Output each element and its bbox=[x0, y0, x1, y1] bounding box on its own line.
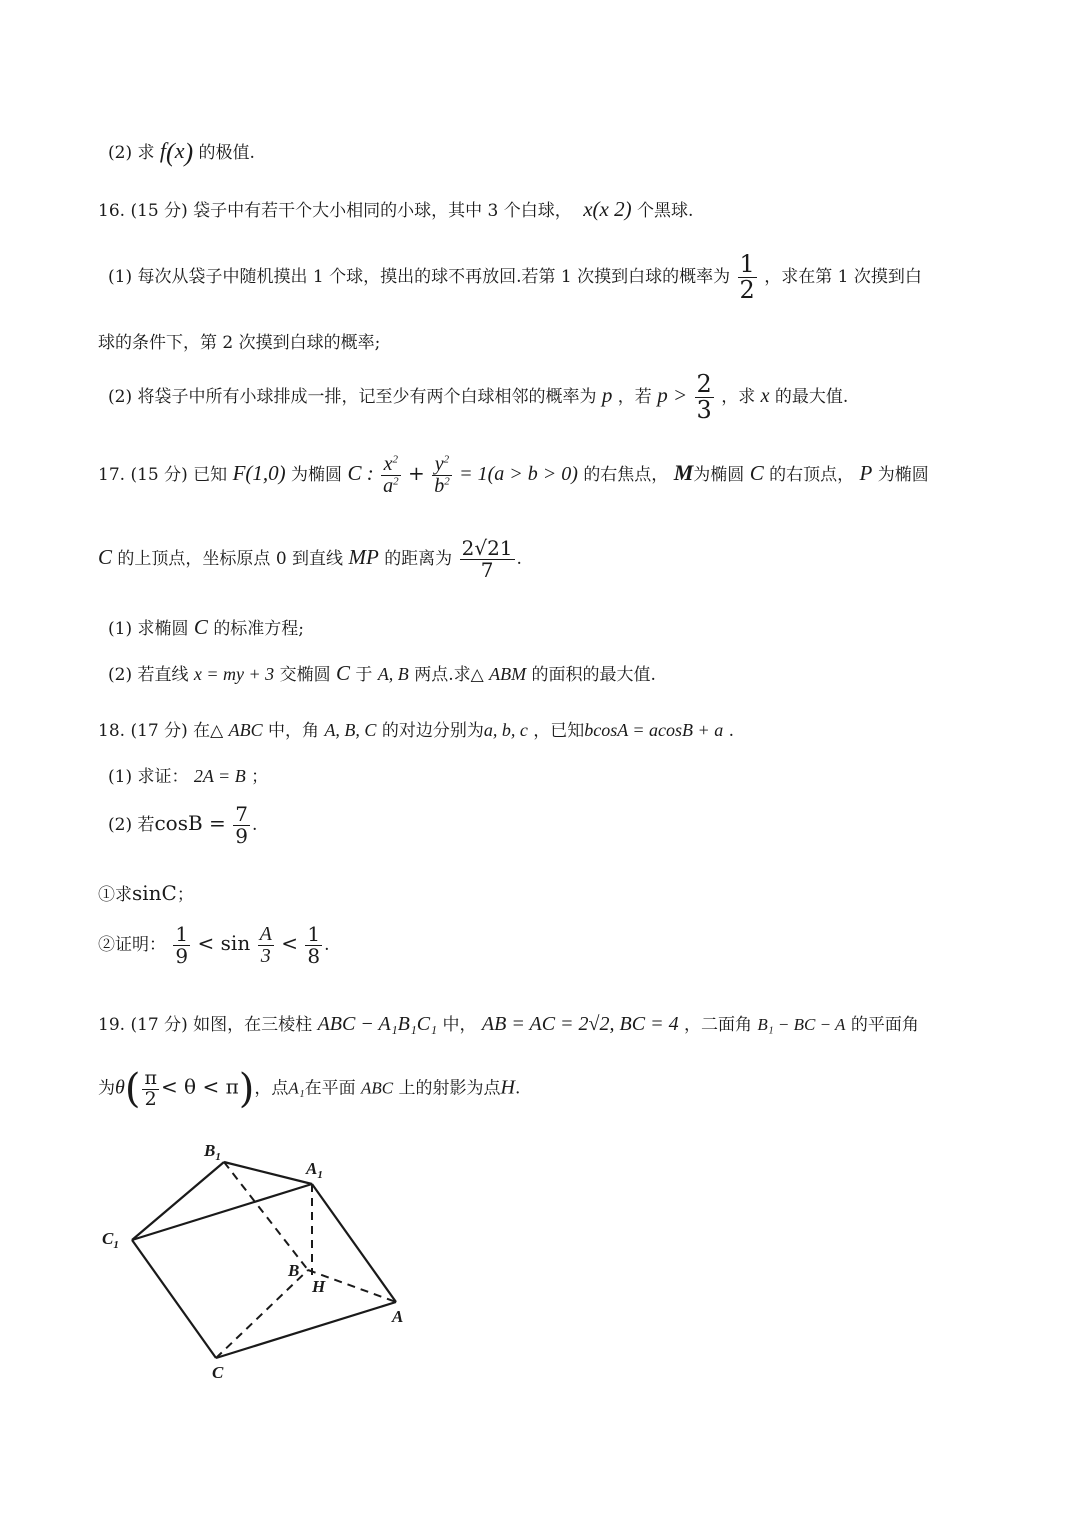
label-C1: $C_1$ bbox=[102, 1229, 119, 1251]
edge-B1-A1 bbox=[224, 1162, 312, 1184]
label-B: B bbox=[288, 1261, 300, 1280]
q17-frac-x: $\frac{x^2}{a^2}$ bbox=[383, 453, 399, 497]
q15-part2: (2) 求 f(x) 的极值. bbox=[108, 138, 255, 167]
edge-C1-C bbox=[132, 1240, 216, 1358]
q16-header: 16. (15 分) 袋子中有若干个大小相同的小球，其中 3 个白球， x(x 2) 个黑球. bbox=[98, 197, 694, 221]
label-B1: $B_1$ bbox=[204, 1141, 221, 1163]
q15-func-f: f bbox=[159, 138, 167, 164]
q16-part1: (1) 每次从袋子中随机摸出 1 个球，摸出的球不再放回.若第 1 次摸到白球的概率为 $\frac{1}{2}$ ，求在第 1 次摸到白 bbox=[108, 250, 922, 305]
q18-frac-cos: $\frac{7}{9}$ bbox=[235, 802, 248, 848]
q17-line2: C 的上顶点，坐标原点 0 到直线 MP 的距离为 $\frac{2√21}{7}$ . bbox=[98, 536, 522, 582]
edge-C-A bbox=[216, 1302, 396, 1358]
q17-frac-distance: $\frac{2√21}{7}$ bbox=[461, 536, 513, 582]
q18-sub1: ①求sinC； bbox=[98, 881, 194, 905]
q18-header: 18. (17 分) 在△ ABC 中，角 A, B, C 的对边分别为a, b, c ，已知bcosA = acosB + a . bbox=[98, 720, 735, 741]
q16-part2: (2) 将袋子中所有小球排成一排，记至少有两个白球相邻的概率为 p ，若 p > $\frac{2}{3}$ ，求 x 的最大值. bbox=[108, 370, 849, 425]
q18-sub2: ②证明： $\frac{1}{9}$ < sin $\frac{A}{3}$ < $\frac{1}{8}$ . bbox=[98, 922, 330, 968]
q19-header: 19. (17 分) 如图，在三棱柱 ABC − A₁B₁C₁ 中， AB = AC = 2√2, BC = 4 ，二面角 B₁ − BC − A 的平面角 bbox=[98, 1013, 919, 1035]
prism-figure bbox=[96, 1130, 426, 1380]
q16-x-expr: x(x 2) bbox=[583, 197, 632, 221]
edge-C1-B1 bbox=[132, 1162, 224, 1240]
label-A1: $A_1$ bbox=[306, 1159, 323, 1181]
label-C: C bbox=[212, 1363, 224, 1380]
q18-part2: (2) 若cosB = $\frac{7}{9}$ . bbox=[108, 802, 258, 848]
q17-part2: (2) 若直线 x = my + 3 交椭圆 C 于 A, B 两点.求△ ABM 的面积的最大值. bbox=[108, 661, 656, 685]
q17-focus: F(1,0) bbox=[232, 461, 286, 485]
edge-B1-B bbox=[224, 1162, 308, 1270]
q17-header: 17. (15 分) 已知 F(1,0) 为椭圆 C : $\frac{x^2}{a^2}$ + $\frac{y^2}{b^2}$ = 1(a > b > 0) 的右焦点， M为椭圆 C 的右顶点， P 为椭圆 bbox=[98, 453, 929, 497]
label-A: A bbox=[392, 1307, 404, 1326]
q17-frac-y: $\frac{y^2}{b^2}$ bbox=[434, 453, 450, 497]
q19-line2: 为θ( $\frac{\pi}{2}$ < θ < π)，点A₁在平面 ABC 上的射影为点H. bbox=[98, 1066, 521, 1112]
edge-C1-A1 bbox=[132, 1184, 312, 1240]
label-H: H bbox=[312, 1277, 326, 1296]
q16-part1-cont: 球的条件下，第 2 次摸到白球的概率; bbox=[98, 333, 381, 353]
q16-frac-half: $\frac{1}{2}$ bbox=[739, 250, 755, 305]
q16-frac-two-thirds: $\frac{2}{3}$ bbox=[696, 370, 712, 425]
q17-part1: (1) 求椭圆 C 的标准方程; bbox=[108, 615, 305, 639]
q18-part1: (1) 求证： 2A = B ； bbox=[108, 766, 269, 787]
